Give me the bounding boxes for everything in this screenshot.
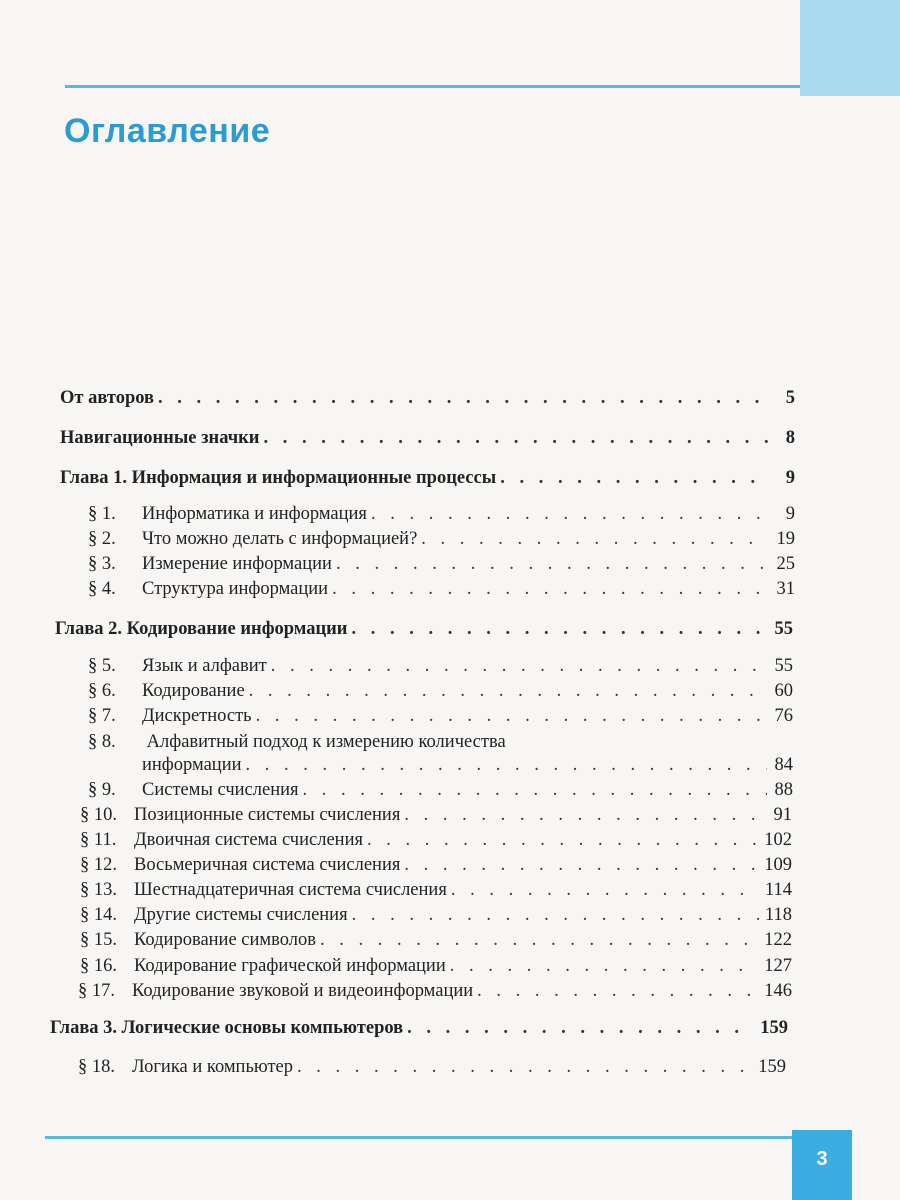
toc-chapter-3[interactable] [50, 1017, 788, 1039]
toc-section-9[interactable] [88, 779, 793, 801]
section-number: § 3. [88, 554, 116, 574]
toc-entry-page: 31 [776, 579, 795, 599]
toc-entry-page: 91 [773, 805, 792, 825]
dot-leader [404, 854, 758, 876]
dot-leader [320, 929, 758, 951]
toc-section-15[interactable] [80, 929, 792, 951]
toc-entry-page: 122 [764, 930, 792, 950]
toc-entry-title: Глава 1. Информация и информационные процессы [60, 468, 497, 488]
section-number: § 5. [88, 656, 116, 676]
toc-section-7[interactable] [88, 705, 793, 727]
toc-entry-title: Логика и компьютер [132, 1057, 294, 1077]
toc-section-13[interactable] [80, 879, 792, 901]
dot-leader [421, 528, 769, 550]
toc-entry-title: Двоичная система счисления [134, 830, 363, 850]
toc-entry-title: Глава 3. Логические основы компьютеров [50, 1018, 404, 1038]
dot-leader [332, 578, 769, 600]
dot-leader [451, 879, 759, 901]
toc-entry-page: 102 [764, 830, 792, 850]
dot-leader [158, 387, 769, 409]
toc-entry-title: Кодирование звуковой и видеоинформации [132, 981, 474, 1001]
toc-section-8-first-line [88, 731, 506, 753]
toc-entry-page: 127 [764, 956, 792, 976]
toc-entry-title: Глава 2. Кодирование информации [55, 619, 348, 639]
toc-section-8[interactable] [142, 754, 793, 776]
toc-chapter-2[interactable] [55, 618, 793, 640]
toc-chapter-1[interactable] [60, 467, 795, 489]
toc-section-2[interactable] [88, 528, 795, 550]
toc-entry-page: 5 [785, 388, 795, 408]
toc-entry-page: 118 [764, 905, 792, 925]
section-number: § 12. [80, 855, 117, 875]
toc-entry-title: Кодирование графической информации [134, 956, 446, 976]
dot-leader [297, 1056, 752, 1078]
toc-entry-page: 109 [764, 855, 792, 875]
toc-entry-page: 146 [764, 981, 792, 1001]
dot-leader [271, 655, 767, 677]
dot-leader [367, 829, 758, 851]
section-number: § 13. [80, 880, 117, 900]
toc-entry-page: 8 [785, 428, 795, 448]
dot-leader [404, 804, 766, 826]
dot-leader [303, 779, 767, 801]
section-number: § 14. [80, 905, 117, 925]
dot-leader [450, 955, 759, 977]
toc-section-18[interactable] [78, 1056, 786, 1078]
dot-leader [371, 503, 769, 525]
dot-leader [477, 980, 758, 1002]
toc-section-12[interactable] [80, 854, 792, 876]
toc-entry-title: Структура информации [142, 579, 329, 599]
dot-leader [352, 904, 759, 926]
section-number: § 9. [88, 780, 116, 800]
section-number: § 11. [80, 830, 117, 850]
toc-entry-page: 55 [774, 656, 793, 676]
toc-entry-title: От авторов [60, 388, 155, 408]
toc-entry-title: Алфавитный подход к измерению количества [146, 732, 506, 752]
toc-section-17[interactable] [78, 980, 792, 1002]
toc-entry-page: 159 [758, 1057, 786, 1077]
toc-entry-nav-icons[interactable] [60, 427, 795, 449]
toc-entry-title: Позиционные системы счисления [134, 805, 401, 825]
section-number: § 18. [78, 1057, 115, 1077]
toc-section-1[interactable] [88, 503, 795, 525]
section-number: § 15. [80, 930, 117, 950]
section-number: § 7. [88, 706, 116, 726]
dot-leader [407, 1017, 754, 1039]
section-number: § 16. [80, 956, 117, 976]
toc-entry-page: 9 [785, 468, 795, 488]
toc-entry-title: Навигационные значки [60, 428, 260, 448]
toc-section-3[interactable] [88, 553, 795, 575]
toc-entry-title: Кодирование символов [134, 930, 316, 950]
toc-entry-page: 114 [764, 880, 792, 900]
toc-entry-title: Дискретность [142, 706, 252, 726]
dot-leader [263, 427, 769, 449]
toc-entry-page: 88 [774, 780, 793, 800]
dot-leader [500, 467, 769, 489]
toc-entry-page: 84 [774, 755, 793, 775]
toc-entry-page: 60 [774, 681, 793, 701]
toc-entry-title: Что можно делать с информацией? [142, 529, 418, 549]
section-number: § 4. [88, 579, 116, 599]
dot-leader [256, 705, 767, 727]
toc-entry-title: Измерение информации [142, 554, 332, 574]
dot-leader [336, 553, 769, 575]
toc-entry-page: 9 [785, 504, 795, 524]
section-number: § 1. [88, 504, 116, 524]
toc-section-16[interactable] [80, 955, 792, 977]
toc-entry-title: Язык и алфавит [142, 656, 267, 676]
section-number: § 10. [80, 805, 117, 825]
toc-entry-title: Системы счисления [142, 780, 299, 800]
toc-section-5[interactable] [88, 655, 793, 677]
toc-entry-page: 159 [760, 1018, 788, 1038]
dot-leader [351, 618, 767, 640]
section-number: § 17. [78, 981, 115, 1001]
toc-entry-title: Кодирование [142, 681, 245, 701]
toc-entry-title: Информатика и информация [142, 504, 367, 524]
section-number: § 8. [88, 732, 116, 752]
toc-entry-authors[interactable] [60, 387, 795, 409]
toc-section-14[interactable] [80, 904, 792, 926]
toc-entry-title-continued: информации [142, 755, 242, 775]
dot-leader [246, 754, 767, 776]
toc-section-6[interactable] [88, 680, 793, 702]
section-number: § 6. [88, 681, 116, 701]
toc-entry-page: 76 [774, 706, 793, 726]
toc-entry-title: Восьмеричная система счисления [134, 855, 401, 875]
toc-entry-page: 25 [776, 554, 795, 574]
dot-leader [249, 680, 767, 702]
page-heading: Оглавление [64, 112, 271, 150]
toc-entry-title: Другие системы счисления [134, 905, 348, 925]
toc-section-4[interactable] [88, 578, 795, 600]
page-number: 3 [816, 1148, 828, 1170]
toc-entry-page: 19 [776, 529, 795, 549]
section-number: § 2. [88, 529, 116, 549]
toc-section-11[interactable] [80, 829, 792, 851]
bottom-rule [45, 1136, 810, 1139]
toc-section-10[interactable] [80, 804, 792, 826]
toc-entry-page: 55 [774, 619, 793, 639]
toc-entry-title: Шестнадцатеричная система счисления [134, 880, 447, 900]
